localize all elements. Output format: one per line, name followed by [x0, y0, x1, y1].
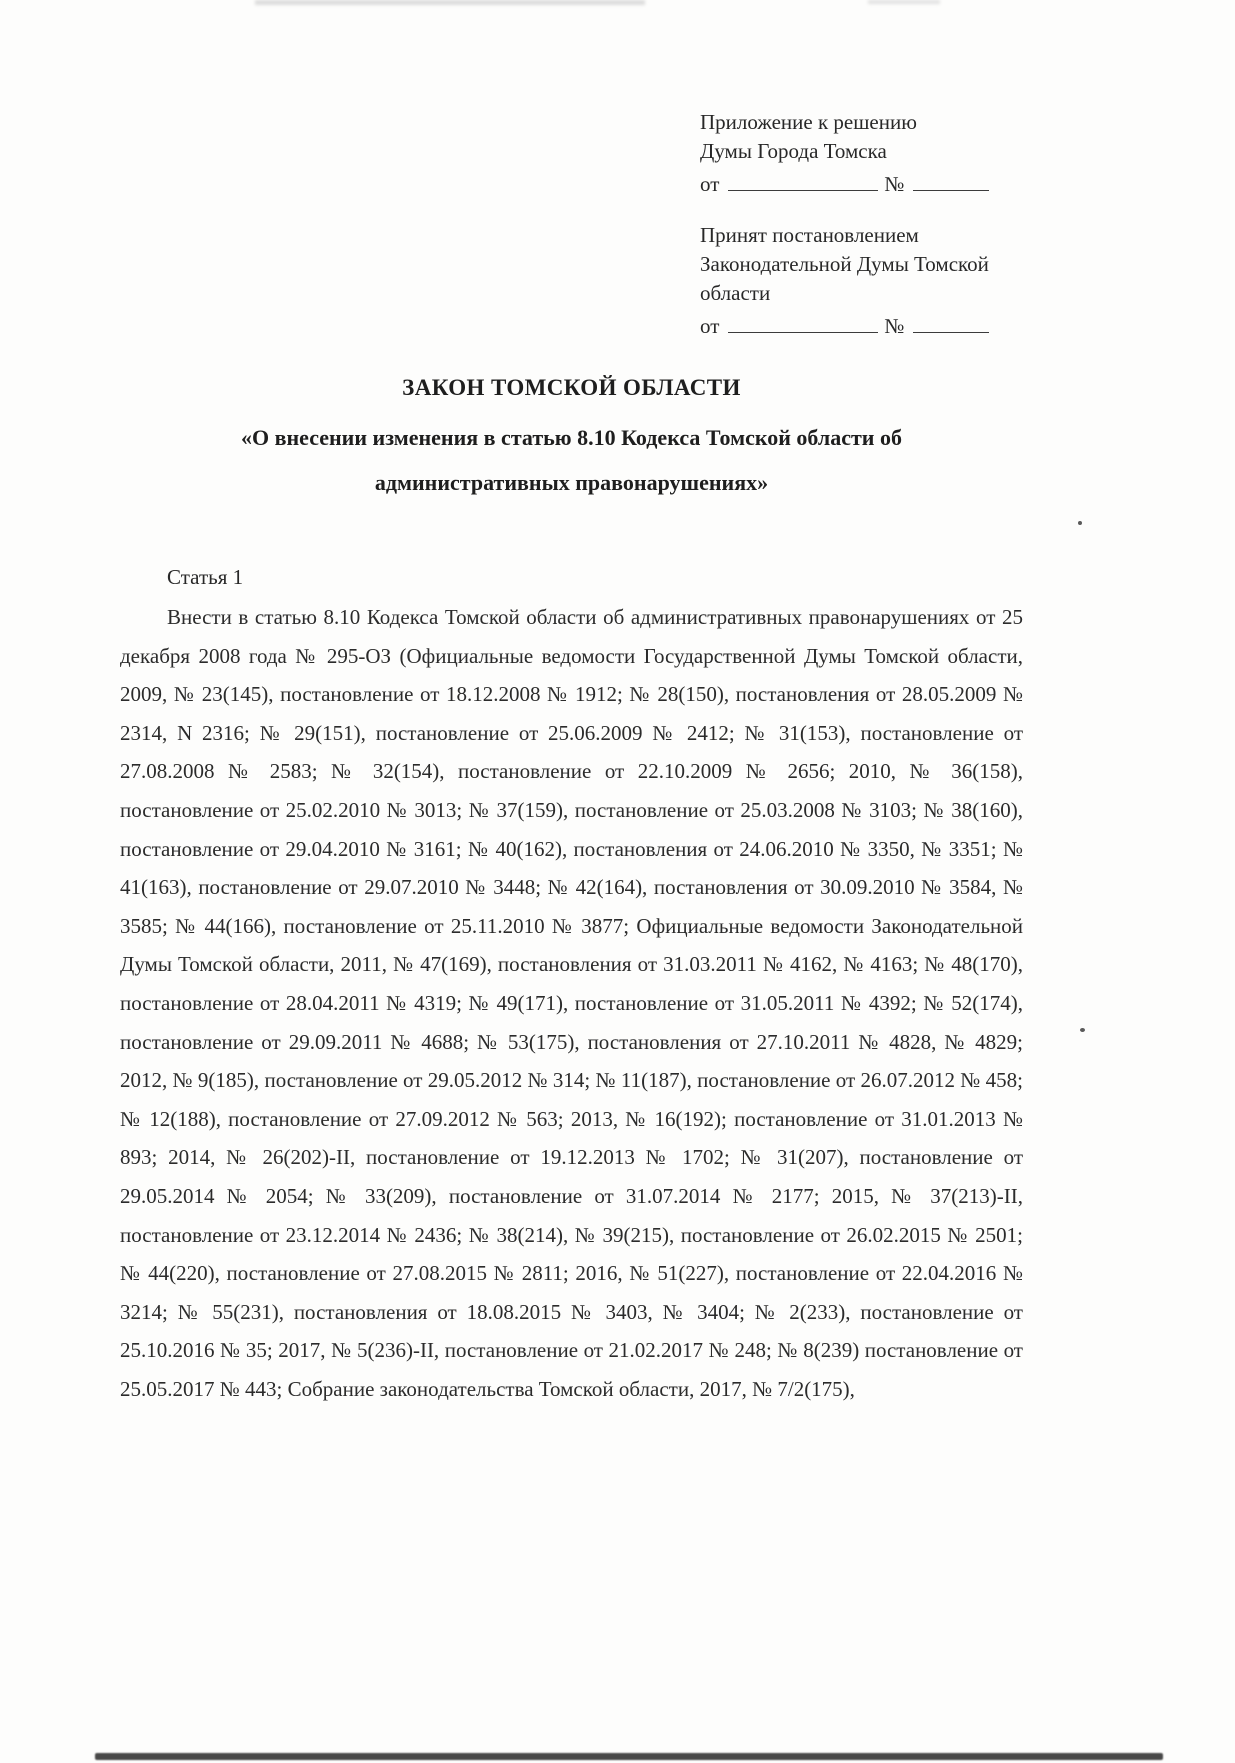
ot-label: от — [700, 314, 720, 338]
number-blank-line — [913, 314, 989, 333]
article-1-body: Внести в статью 8.10 Кодекса Томской области об административных правонарушениях от 25 декабря 2008 года № 295-ОЗ (Официальные ведомости Государственной Думы Томской области, 2009, № 23(145), постановление от 18.12.2008 № 1912; № 28(150), постановления от 28.05.2009 № 2314, N 2316; № 29(151), постановление от 25.06.2009 № 2412; № 31(153), постановление от 27.08.2008 № 2583; № 32(154), постановление от 22.10.2009 № 2656; 2010, № 36(158), постановление от 25.02.2010 № 3013; № 37(159), постановление от 25.03.2008 № 3103; № 38(160), постановление от 29.04.2010 № 3161; № 40(162), постановления от 24.06.2010 № 3350, № 3351; № 41(163), постановление от 29.07.2010 № 3448; № 42(164), постановления от 30.09.2010 № 3584, № 3585; № 44(166), постановление от 25.11.2010 № 3877; Официальные ведомости Законодательной Думы Томской области, 2011, № 47(169), постановления от 31.03.2011 № 4162, № 4163; № 48(170), постановление от 28.04.2011 № 4319; № 49(171), постановление от 31.05.2011 № 4392; № 52(174), постановление от 29.09.2011 № 4688; № 53(175), постановления от 27.10.2011 № 4828, № 4829; 2012, № 9(185), постановление от 29.05.2012 № 314; № 11(187), постановление от 26.07.2012 № 458; № 12(188), постановление от 27.09.2012 № 563; 2013, № 16(192); постановление от 31.01.2013 № 893; 2014, № 26(202)-II, постановление от 19.12.2013 № 1702; № 31(207), постановление от 29.05.2014 № 2054; № 33(209), постановление от 31.07.2014 № 2177; 2015, № 37(213)-II, постановление от 23.12.2014 № 2436; № 38(214), № 39(215), постановление от 26.02.2015 № 2501; № 44(220), постановление от 27.08.2015 № 2811; 2016, № 51(227), постановление от 22.04.2016 № 3214; № 55(231), постановления от 18.08.2015 № 3403, № 3404; № 2(233), постановление от 25.10.2016 № 35; 2017, № 5(236)-II, постановление от 21.02.2017 № 248; № 8(239) постановление от 25.05.2017 № 443; Собрание законодательства Томской области, 2017, № 7/2(175), — [120, 605, 1023, 1401]
date-blank-line — [728, 172, 878, 191]
article-1-heading: Статья 1 — [167, 565, 244, 589]
law-title: ЗАКОН ТОМСКОЙ ОБЛАСТИ — [402, 375, 741, 400]
stamp-line: Законодательной Думы Томской — [700, 252, 989, 276]
scan-speck — [1078, 521, 1082, 525]
stamp-date-number-row — [700, 312, 1023, 341]
number-blank-line — [913, 172, 989, 191]
number-sign-label: № — [884, 314, 905, 338]
scan-artifact-bottom — [95, 1753, 1163, 1760]
stamp-line: Думы Города Томска — [700, 139, 887, 163]
stamp-line: области — [700, 281, 771, 305]
stamp-line: Приложение к решению — [700, 110, 917, 134]
date-blank-line — [728, 314, 878, 333]
adoption-stamp — [700, 221, 1023, 341]
law-subtitle: «О внесении изменения в статью 8.10 Кодекса Томской области об административных правонарушениях» — [241, 425, 902, 495]
stamp-date-number-row — [700, 170, 1023, 199]
appendix-stamp — [700, 0, 1023, 199]
scan-speck — [1080, 1028, 1085, 1032]
ot-label: от — [700, 172, 720, 196]
number-sign-label: № — [884, 172, 905, 196]
page-content — [120, 0, 1023, 1408]
stamp-line: Принят постановлением — [700, 223, 919, 247]
